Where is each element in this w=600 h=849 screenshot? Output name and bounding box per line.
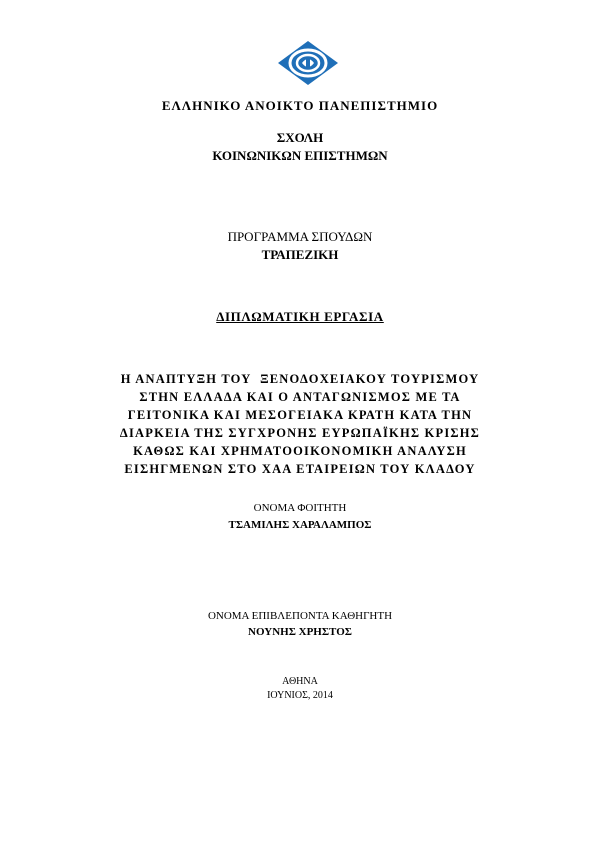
thesis-title-line: ΣΤΗΝ ΕΛΛΑΔΑ ΚΑΙ Ο ΑΝΤΑΓΩΝΙΣΜΟΣ ΜΕ ΤΑ xyxy=(139,390,461,404)
student-label: ΟΝΟΜΑ ΦΟΙΤΗΤΗ xyxy=(253,502,347,514)
thesis-title-line: ΚΑΘΩΣ ΚΑΙ ΧΡΗΜΑΤΟΟΙΚΟΝΟΜΙΚΗ ΑΝΑΛΥΣΗ xyxy=(133,444,467,458)
student-name: ΤΣΑΜΙΛΗΣ ΧΑΡΑΛΑΜΠΟΣ xyxy=(228,519,372,531)
thesis-title-line: ΓΕΙΤΟΝΙΚΑ ΚΑΙ ΜΕΣΟΓΕΙΑΚΑ ΚΡΑΤΗ ΚΑΤΑ ΤΗΝ xyxy=(127,408,473,422)
university-name: ΕΛΛΗΝΙΚΟ ΑΝΟΙΚΤΟ ΠΑΝΕΠΙΣΤΗΜΙΟ xyxy=(161,98,439,113)
supervisor-label: ΟΝΟΜΑ ΕΠΙΒΛΕΠΟΝΤΑ ΚΑΘΗΓΗΤΗ xyxy=(207,610,393,622)
document-type: ΔΙΠΛΩΜΑΤΙΚΗ ΕΡΓΑΣΙΑ xyxy=(216,309,384,324)
thesis-title-line: ΕΙΣΗΓΜΕΝΩΝ ΣΤΟ ΧΑΑ ΕΤΑΙΡΕΙΩΝ ΤΟΥ ΚΛΑΔΟΥ xyxy=(124,462,476,476)
school-label: ΣΧΟΛΗ xyxy=(276,130,324,145)
program-label: ΠΡΟΓΡΑΜΜΑ ΣΠΟΥΔΩΝ xyxy=(227,229,373,244)
date: ΙΟΥΝΙΟΣ, 2014 xyxy=(267,690,333,701)
school-name: ΚΟΙΝΩΝΙΚΩΝ ΕΠΙΣΤΗΜΩΝ xyxy=(212,148,388,163)
supervisor-name: ΝΟΥΝΗΣ ΧΡΗΣΤΟΣ xyxy=(248,626,352,638)
thesis-title-line: Η ΑΝΑΠΤΥΞΗ ΤΟΥ ΞΕΝΟΔΟΧΕΙΑΚΟΥ ΤΟΥΡΙΣΜΟΥ xyxy=(120,372,480,386)
city: ΑΘΗΝΑ xyxy=(282,676,318,687)
program-name: ΤΡΑΠΕΖΙΚΗ xyxy=(261,247,339,262)
university-logo-icon xyxy=(277,40,339,86)
thesis-title-line: ΔΙΑΡΚΕΙΑ ΤΗΣ ΣΥΓΧΡΟΝΗΣ ΕΥΡΩΠΑΪΚΗΣ ΚΡΙΣΗΣ xyxy=(119,426,481,440)
